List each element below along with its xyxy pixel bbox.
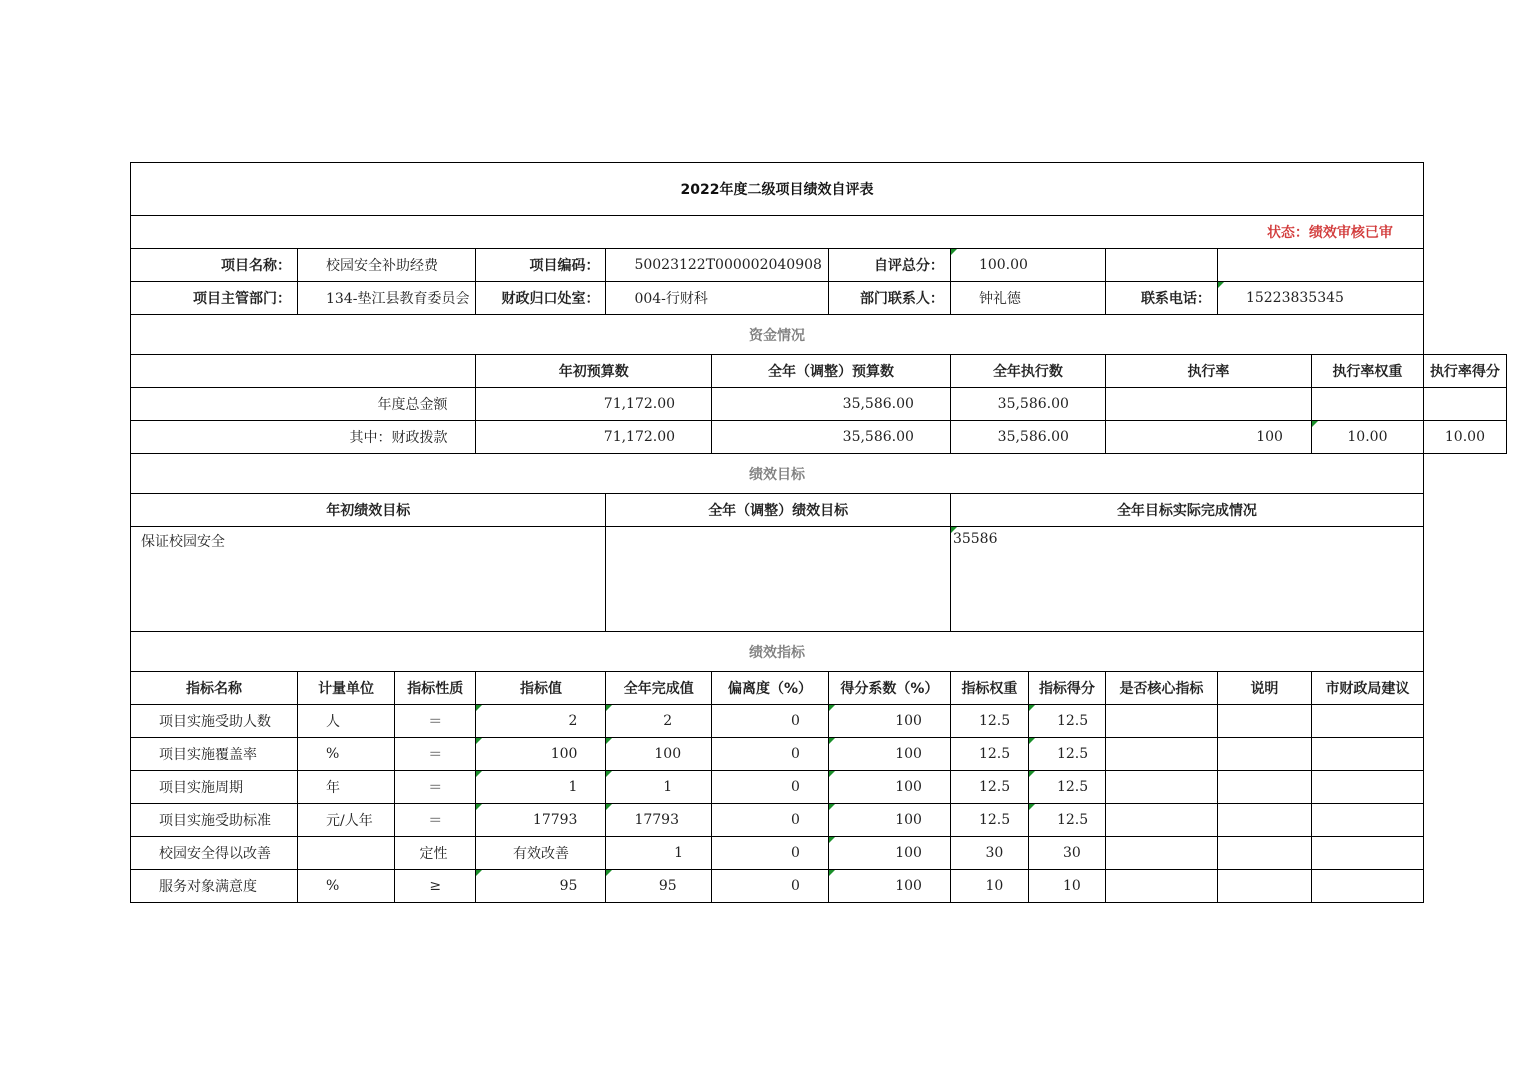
funds-executed-cell[interactable]: 35,586.00	[950, 421, 1105, 454]
empty-cell[interactable]	[1217, 249, 1423, 282]
ind-name-cell[interactable]: 服务对象满意度	[131, 870, 298, 903]
funds-adjusted-cell[interactable]: 35,586.00	[712, 388, 951, 421]
ind-header-weight: 指标权重	[950, 672, 1028, 705]
funds-executed-cell[interactable]: 35,586.00	[950, 388, 1105, 421]
ind-unit-cell[interactable]: 元/人年	[298, 804, 395, 837]
project-code-value[interactable]: 50023122T000002040908	[606, 249, 828, 282]
ind-score-cell[interactable]: 12.5	[1028, 771, 1105, 804]
ind-actual-cell[interactable]: 1	[606, 837, 712, 870]
ind-note-cell[interactable]	[1217, 705, 1311, 738]
funds-row-label: 其中：财政拨款	[131, 421, 476, 454]
finance-office-value[interactable]: 004-行财科	[606, 282, 828, 315]
ind-advice-cell[interactable]	[1311, 804, 1423, 837]
ind-actual-cell[interactable]: 95	[606, 870, 712, 903]
indicator-row	[131, 705, 1507, 738]
phone-value[interactable]: 15223835345	[1217, 282, 1423, 315]
ind-nature-cell[interactable]: 定性	[395, 837, 476, 870]
ind-coef-cell[interactable]: 100	[828, 870, 950, 903]
ind-nature-cell[interactable]: ≥	[395, 870, 476, 903]
project-name-value[interactable]: 校园安全补助经费	[298, 249, 476, 282]
info-row-2	[131, 282, 1507, 315]
ind-target-cell[interactable]: 2	[476, 705, 606, 738]
self-evaluation-table	[130, 162, 1507, 903]
ind-nature-cell[interactable]: ＝	[395, 771, 476, 804]
ind-header-note: 说明	[1217, 672, 1311, 705]
goals-header-actual: 全年目标实际完成情况	[950, 494, 1423, 527]
ind-core-cell[interactable]	[1105, 870, 1217, 903]
ind-core-cell[interactable]	[1105, 705, 1217, 738]
finance-office-label: 财政归口处室：	[476, 282, 606, 315]
funds-rate-cell[interactable]: 100	[1105, 421, 1311, 454]
funds-header-row	[131, 355, 1507, 388]
ind-weight-cell[interactable]: 10	[950, 870, 1028, 903]
ind-unit-cell[interactable]: 人	[298, 705, 395, 738]
funds-header-budget: 年初预算数	[476, 355, 712, 388]
ind-unit-cell[interactable]	[298, 837, 395, 870]
funds-weight-cell[interactable]	[1311, 388, 1423, 421]
ind-actual-cell[interactable]: 2	[606, 705, 712, 738]
funds-header-weight: 执行率权重	[1311, 355, 1423, 388]
goal-adjusted-text[interactable]	[606, 527, 950, 632]
goals-header-initial: 年初绩效目标	[131, 494, 606, 527]
funds-adjusted-cell[interactable]: 35,586.00	[712, 421, 951, 454]
funds-score-cell[interactable]	[1423, 388, 1506, 421]
ind-name-cell[interactable]: 项目实施周期	[131, 771, 298, 804]
ind-name-cell[interactable]: 项目实施受助人数	[131, 705, 298, 738]
ind-header-actual: 全年完成值	[606, 672, 712, 705]
ind-note-cell[interactable]	[1217, 837, 1311, 870]
ind-target-cell[interactable]: 17793	[476, 804, 606, 837]
funds-rate-cell[interactable]	[1105, 388, 1311, 421]
ind-name-cell[interactable]: 项目实施覆盖率	[131, 738, 298, 771]
ind-unit-cell[interactable]: 年	[298, 771, 395, 804]
ind-weight-cell[interactable]: 30	[950, 837, 1028, 870]
ind-coef-cell[interactable]: 100	[828, 837, 950, 870]
ind-target-cell[interactable]: 95	[476, 870, 606, 903]
ind-score-cell[interactable]: 12.5	[1028, 738, 1105, 771]
funds-header-rate: 执行率	[1105, 355, 1311, 388]
ind-advice-cell[interactable]	[1311, 738, 1423, 771]
ind-advice-cell[interactable]	[1311, 870, 1423, 903]
ind-deviation-cell[interactable]: 0	[712, 771, 829, 804]
dept-value[interactable]: 134-垫江县教育委员会	[298, 282, 476, 315]
ind-header-nature: 指标性质	[395, 672, 476, 705]
ind-note-cell[interactable]	[1217, 870, 1311, 903]
empty-cell[interactable]	[1105, 249, 1217, 282]
ind-score-cell[interactable]: 12.5	[1028, 705, 1105, 738]
funds-row-label: 年度总金额	[131, 388, 476, 421]
goals-content-row	[131, 527, 1507, 632]
ind-deviation-cell[interactable]: 0	[712, 837, 829, 870]
funds-budget-cell[interactable]: 71,172.00	[476, 421, 712, 454]
ind-target-cell[interactable]: 有效改善	[476, 837, 606, 870]
ind-advice-cell[interactable]	[1311, 771, 1423, 804]
ind-weight-cell[interactable]: 12.5	[950, 738, 1028, 771]
ind-advice-cell[interactable]	[1311, 705, 1423, 738]
ind-weight-cell[interactable]: 12.5	[950, 771, 1028, 804]
ind-coef-cell[interactable]: 100	[828, 804, 950, 837]
ind-header-advice: 市财政局建议	[1311, 672, 1423, 705]
contact-label: 部门联系人：	[828, 282, 950, 315]
ind-target-cell[interactable]: 100	[476, 738, 606, 771]
contact-value[interactable]: 钟礼德	[950, 282, 1105, 315]
ind-core-cell[interactable]	[1105, 837, 1217, 870]
ind-note-cell[interactable]	[1217, 771, 1311, 804]
funds-weight-cell[interactable]: 10.00	[1311, 421, 1423, 454]
funds-section-title: 资金情况	[131, 315, 1424, 355]
funds-score-cell[interactable]: 10.00	[1423, 421, 1506, 454]
funds-header-score: 执行率得分	[1423, 355, 1506, 388]
goal-actual-text[interactable]: 35586	[950, 527, 1423, 632]
phone-label: 联系电话：	[1105, 282, 1217, 315]
ind-weight-cell[interactable]: 12.5	[950, 804, 1028, 837]
ind-actual-cell[interactable]: 100	[606, 738, 712, 771]
ind-header-coef: 得分系数（%）	[828, 672, 950, 705]
dept-label: 项目主管部门：	[131, 282, 298, 315]
ind-header-unit: 计量单位	[298, 672, 395, 705]
indicator-row	[131, 870, 1507, 903]
indicators-body	[131, 705, 1507, 903]
project-name-label: 项目名称：	[131, 249, 298, 282]
ind-core-cell[interactable]	[1105, 738, 1217, 771]
indicators-header-row	[131, 672, 1507, 705]
ind-note-cell[interactable]	[1217, 738, 1311, 771]
ind-score-cell[interactable]: 30	[1028, 837, 1105, 870]
ind-header-target: 指标值	[476, 672, 606, 705]
page-title: 2022年度二级项目绩效自评表	[131, 163, 1424, 216]
funds-row-fiscal	[131, 421, 1507, 454]
goals-header-adjusted: 全年（调整）绩效目标	[606, 494, 950, 527]
indicator-row	[131, 837, 1507, 870]
ind-unit-cell[interactable]: %	[298, 738, 395, 771]
ind-unit-cell[interactable]: %	[298, 870, 395, 903]
indicator-row	[131, 738, 1507, 771]
ind-core-cell[interactable]	[1105, 771, 1217, 804]
ind-name-cell[interactable]: 项目实施受助标准	[131, 804, 298, 837]
ind-header-score: 指标得分	[1028, 672, 1105, 705]
ind-deviation-cell[interactable]: 0	[712, 738, 829, 771]
funds-budget-cell[interactable]: 71,172.00	[476, 388, 712, 421]
indicator-row	[131, 804, 1507, 837]
ind-core-cell[interactable]	[1105, 804, 1217, 837]
info-row-1	[131, 249, 1507, 282]
empty-cell	[131, 355, 476, 388]
ind-score-cell[interactable]: 12.5	[1028, 804, 1105, 837]
project-code-label: 项目编码：	[476, 249, 606, 282]
ind-name-cell[interactable]: 校园安全得以改善	[131, 837, 298, 870]
status-label: 状态：绩效审核已审	[131, 216, 1424, 249]
goal-initial-text[interactable]: 保证校园安全	[131, 527, 606, 632]
ind-deviation-cell[interactable]: 0	[712, 705, 829, 738]
ind-coef-cell[interactable]: 100	[828, 771, 950, 804]
indicator-row	[131, 771, 1507, 804]
ind-coef-cell[interactable]: 100	[828, 738, 950, 771]
ind-deviation-cell[interactable]: 0	[712, 804, 829, 837]
ind-weight-cell[interactable]: 12.5	[950, 705, 1028, 738]
ind-target-cell[interactable]: 1	[476, 771, 606, 804]
indicators-section-title: 绩效指标	[131, 632, 1424, 672]
ind-header-deviation: 偏离度（%）	[712, 672, 829, 705]
ind-actual-cell[interactable]: 1	[606, 771, 712, 804]
ind-note-cell[interactable]	[1217, 804, 1311, 837]
self-score-label: 自评总分：	[828, 249, 950, 282]
ind-nature-cell[interactable]: ＝	[395, 738, 476, 771]
ind-nature-cell[interactable]: ＝	[395, 705, 476, 738]
ind-nature-cell[interactable]: ＝	[395, 804, 476, 837]
ind-deviation-cell[interactable]: 0	[712, 870, 829, 903]
self-score-value[interactable]: 100.00	[950, 249, 1105, 282]
ind-actual-cell[interactable]: 17793	[606, 804, 712, 837]
ind-coef-cell[interactable]: 100	[828, 705, 950, 738]
ind-advice-cell[interactable]	[1311, 837, 1423, 870]
goals-header-row	[131, 494, 1507, 527]
goals-section-title: 绩效目标	[131, 454, 1424, 494]
ind-header-name: 指标名称	[131, 672, 298, 705]
funds-header-executed: 全年执行数	[950, 355, 1105, 388]
funds-row-total	[131, 388, 1507, 421]
ind-header-core: 是否核心指标	[1105, 672, 1217, 705]
ind-score-cell[interactable]: 10	[1028, 870, 1105, 903]
funds-header-adjusted: 全年（调整）预算数	[712, 355, 951, 388]
